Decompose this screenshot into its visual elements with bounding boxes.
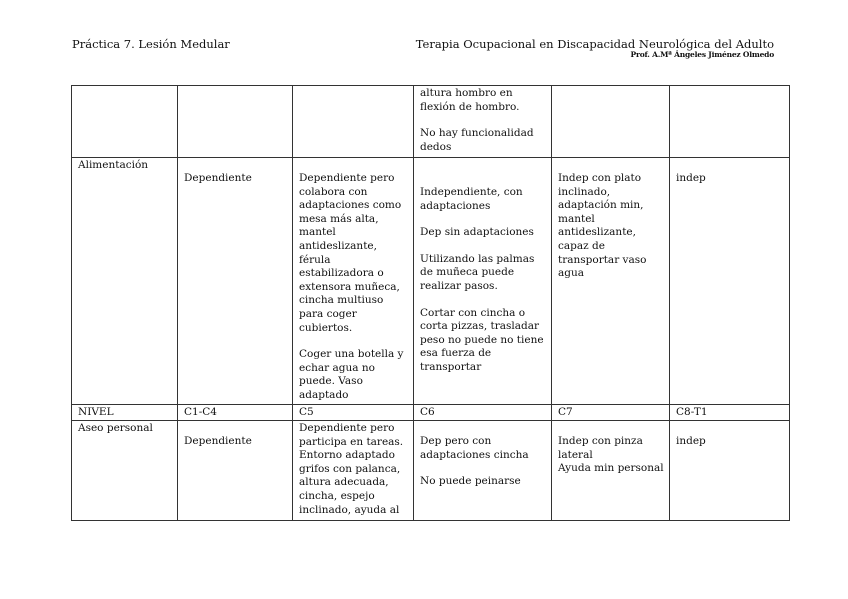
table-cell (552, 86, 670, 158)
cell-text: No puede peinarse (420, 475, 521, 488)
table-cell: C8-T1 (670, 404, 790, 421)
cell-text: Dependiente pero colabora con adaptaciones como mesa más alta, mantel antideslizante, férula estabilizadora o extensora muñeca, cincha multiuso para coger cubiertos. (299, 172, 402, 334)
cell-text: indep (676, 435, 706, 448)
cell-text: Dependiente (184, 172, 252, 184)
table-cell (178, 86, 293, 158)
adl-level-table (71, 85, 790, 521)
table-cell (552, 158, 670, 405)
table-cell (552, 421, 670, 521)
cell-text: Independiente, con adaptaciones (420, 186, 523, 212)
header-right: Terapia Ocupacional en Discapacidad Neurológica del Adulto (415, 37, 774, 51)
cell-text: altura hombro en flexión de hombro. (420, 87, 520, 113)
table-row (72, 86, 790, 158)
table-cell (414, 421, 552, 521)
row-label: NIVEL (72, 404, 178, 421)
table-cell (414, 86, 552, 158)
table-cell (293, 421, 414, 521)
table-cell (670, 86, 790, 158)
table-cell (178, 158, 293, 405)
cell-text: Cortar con cincha o corta pizzas, trasladar peso no puede no tiene esa fuerza de transportar (420, 306, 544, 373)
cell-text: Indep con plato inclinado, adaptación min, mantel antideslizante, capaz de transportar vaso agua (558, 172, 647, 280)
table-cell (293, 158, 414, 405)
table-cell: C6 (414, 404, 552, 421)
table-cell (670, 158, 790, 405)
table-cell: C5 (293, 404, 414, 421)
table-cell (178, 421, 293, 521)
header-author: Prof. A.Mª Ángeles Jiménez Olmedo (630, 50, 774, 59)
table-cell: C7 (552, 404, 670, 421)
cell-text: Indep con pinza lateral (558, 435, 643, 461)
table-cell: C1-C4 (178, 404, 293, 421)
cell-text: Dependiente pero participa en tareas. Entorno adaptado grifos con palanca, altura adecuada, cincha, espejo inclinado, ayuda al (299, 422, 404, 516)
table-cell (293, 86, 414, 158)
cell-text: indep (676, 172, 706, 184)
row-label: Aseo personal (72, 421, 178, 521)
row-label: Alimentación (72, 158, 178, 405)
cell-text: Dependiente (184, 435, 252, 448)
cell-text: No hay funcionalidad dedos (420, 127, 534, 153)
table-cell (670, 421, 790, 521)
header-left: Práctica 7. Lesión Medular (72, 37, 230, 51)
cell-text: Utilizando las palmas de muñeca puede realizar pasos. (420, 252, 535, 292)
cell-text: Dep pero con adaptaciones cincha (420, 435, 529, 461)
table-row (72, 158, 790, 405)
table-row (72, 421, 790, 521)
cell-text: Dep sin adaptaciones (420, 226, 534, 239)
table-cell (72, 86, 178, 158)
table-cell (414, 158, 552, 405)
table-row (72, 404, 790, 421)
cell-text: Coger una botella y echar agua no puede. Vaso adaptado (299, 348, 404, 401)
cell-text: Ayuda min personal (558, 462, 664, 475)
